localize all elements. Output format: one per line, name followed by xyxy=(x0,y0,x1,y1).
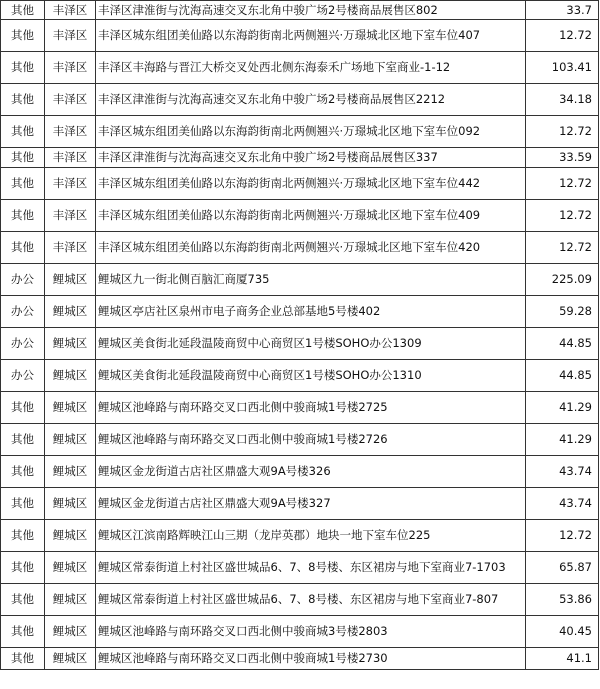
district-cell: 丰泽区 xyxy=(45,52,96,84)
address-cell: 丰泽区城东组团美仙路以东海韵街南北两侧翘兴·万璟城北区地下室车位407 xyxy=(96,20,526,52)
address-cell: 鲤城区池峰路与南环路交叉口西北侧中骏商城1号楼2730 xyxy=(96,648,526,670)
table-row xyxy=(1,328,599,360)
area-cell: 12.72 xyxy=(526,520,599,552)
area-cell: 59.28 xyxy=(526,296,599,328)
table-row xyxy=(1,264,599,296)
table-row xyxy=(1,648,599,670)
area-cell: 33.7 xyxy=(526,1,599,20)
table-row xyxy=(1,488,599,520)
table-row xyxy=(1,200,599,232)
type-cell: 其他 xyxy=(1,616,45,648)
district-cell: 鲤城区 xyxy=(45,424,96,456)
table-row xyxy=(1,616,599,648)
type-cell: 其他 xyxy=(1,488,45,520)
address-cell: 丰泽区津淮街与沈海高速交叉东北角中骏广场2号楼商品展售区802 xyxy=(96,1,526,20)
area-cell: 12.72 xyxy=(526,200,599,232)
address-cell: 鲤城区金龙街道古店社区鼎盛大观9A号楼326 xyxy=(96,456,526,488)
address-cell: 鲤城区亭店社区泉州市电子商务企业总部基地5号楼402 xyxy=(96,296,526,328)
address-cell: 丰泽区津淮街与沈海高速交叉东北角中骏广场2号楼商品展售区337 xyxy=(96,148,526,168)
area-cell: 53.86 xyxy=(526,584,599,616)
area-cell: 225.09 xyxy=(526,264,599,296)
type-cell: 其他 xyxy=(1,168,45,200)
address-cell: 鲤城区九一街北侧百脑汇商厦735 xyxy=(96,264,526,296)
type-cell: 其他 xyxy=(1,52,45,84)
type-cell: 办公 xyxy=(1,296,45,328)
table-row xyxy=(1,360,599,392)
type-cell: 其他 xyxy=(1,20,45,52)
address-cell: 鲤城区江滨南路辉映江山三期（龙岸英郡）地块一地下室车位225 xyxy=(96,520,526,552)
address-cell: 丰泽区城东组团美仙路以东海韵街南北两侧翘兴·万璟城北区地下室车位420 xyxy=(96,232,526,264)
type-cell: 其他 xyxy=(1,520,45,552)
type-cell: 其他 xyxy=(1,552,45,584)
district-cell: 鲤城区 xyxy=(45,552,96,584)
district-cell: 鲤城区 xyxy=(45,328,96,360)
type-cell: 其他 xyxy=(1,84,45,116)
address-cell: 鲤城区池峰路与南环路交叉口西北侧中骏商城1号楼2726 xyxy=(96,424,526,456)
area-cell: 41.29 xyxy=(526,424,599,456)
area-cell: 33.59 xyxy=(526,148,599,168)
district-cell: 鲤城区 xyxy=(45,392,96,424)
area-cell: 12.72 xyxy=(526,20,599,52)
table-row xyxy=(1,584,599,616)
table-row xyxy=(1,1,599,20)
type-cell: 其他 xyxy=(1,392,45,424)
table-row xyxy=(1,52,599,84)
type-cell: 其他 xyxy=(1,456,45,488)
table-row xyxy=(1,232,599,264)
district-cell: 鲤城区 xyxy=(45,520,96,552)
address-cell: 丰泽区城东组团美仙路以东海韵街南北两侧翘兴·万璟城北区地下室车位409 xyxy=(96,200,526,232)
address-cell: 鲤城区池峰路与南环路交叉口西北侧中骏商城1号楼2725 xyxy=(96,392,526,424)
address-cell: 鲤城区美食街北延段温陵商贸中心商贸区1号楼SOHO办公1310 xyxy=(96,360,526,392)
address-cell: 丰泽区津淮街与沈海高速交叉东北角中骏广场2号楼商品展售区2212 xyxy=(96,84,526,116)
address-cell: 丰泽区丰海路与晋江大桥交叉处西北侧东海泰禾广场地下室商业-1-12 xyxy=(96,52,526,84)
district-cell: 丰泽区 xyxy=(45,1,96,20)
address-cell: 鲤城区池峰路与南环路交叉口西北侧中骏商城3号楼2803 xyxy=(96,616,526,648)
type-cell: 办公 xyxy=(1,360,45,392)
type-cell: 其他 xyxy=(1,232,45,264)
table-row xyxy=(1,168,599,200)
address-cell: 丰泽区城东组团美仙路以东海韵街南北两侧翘兴·万璟城北区地下室车位442 xyxy=(96,168,526,200)
type-cell: 其他 xyxy=(1,648,45,670)
table-row xyxy=(1,84,599,116)
table-row xyxy=(1,20,599,52)
address-cell: 鲤城区美食街北延段温陵商贸中心商贸区1号楼SOHO办公1309 xyxy=(96,328,526,360)
table-body xyxy=(1,1,599,670)
district-cell: 鲤城区 xyxy=(45,456,96,488)
district-cell: 鲤城区 xyxy=(45,296,96,328)
type-cell: 其他 xyxy=(1,116,45,148)
area-cell: 41.29 xyxy=(526,392,599,424)
area-cell: 65.87 xyxy=(526,552,599,584)
district-cell: 鲤城区 xyxy=(45,616,96,648)
area-cell: 43.74 xyxy=(526,488,599,520)
address-cell: 鲤城区常泰街道上村社区盛世城品6、7、8号楼、东区裙房与地下室商业7-1703 xyxy=(96,552,526,584)
district-cell: 丰泽区 xyxy=(45,200,96,232)
address-cell: 鲤城区金龙街道古店社区鼎盛大观9A号楼327 xyxy=(96,488,526,520)
table-row xyxy=(1,552,599,584)
area-cell: 44.85 xyxy=(526,360,599,392)
address-cell: 鲤城区常泰街道上村社区盛世城品6、7、8号楼、东区裙房与地下室商业7-807 xyxy=(96,584,526,616)
type-cell: 其他 xyxy=(1,1,45,20)
table-row xyxy=(1,392,599,424)
type-cell: 其他 xyxy=(1,424,45,456)
district-cell: 丰泽区 xyxy=(45,20,96,52)
district-cell: 鲤城区 xyxy=(45,264,96,296)
type-cell: 其他 xyxy=(1,584,45,616)
area-cell: 44.85 xyxy=(526,328,599,360)
address-cell: 丰泽区城东组团美仙路以东海韵街南北两侧翘兴·万璟城北区地下室车位092 xyxy=(96,116,526,148)
type-cell: 其他 xyxy=(1,148,45,168)
district-cell: 丰泽区 xyxy=(45,148,96,168)
district-cell: 鲤城区 xyxy=(45,648,96,670)
district-cell: 鲤城区 xyxy=(45,360,96,392)
district-cell: 丰泽区 xyxy=(45,168,96,200)
district-cell: 丰泽区 xyxy=(45,232,96,264)
table-row xyxy=(1,148,599,168)
area-cell: 34.18 xyxy=(526,84,599,116)
area-cell: 103.41 xyxy=(526,52,599,84)
type-cell: 其他 xyxy=(1,200,45,232)
type-cell: 办公 xyxy=(1,328,45,360)
type-cell: 办公 xyxy=(1,264,45,296)
table-row xyxy=(1,296,599,328)
district-cell: 鲤城区 xyxy=(45,488,96,520)
district-cell: 丰泽区 xyxy=(45,116,96,148)
area-cell: 12.72 xyxy=(526,168,599,200)
table-row xyxy=(1,520,599,552)
district-cell: 丰泽区 xyxy=(45,84,96,116)
area-cell: 40.45 xyxy=(526,616,599,648)
area-cell: 43.74 xyxy=(526,456,599,488)
table-row xyxy=(1,116,599,148)
table-row xyxy=(1,456,599,488)
table-row xyxy=(1,424,599,456)
district-cell: 鲤城区 xyxy=(45,584,96,616)
area-cell: 12.72 xyxy=(526,116,599,148)
area-cell: 12.72 xyxy=(526,232,599,264)
area-cell: 41.1 xyxy=(526,648,599,670)
